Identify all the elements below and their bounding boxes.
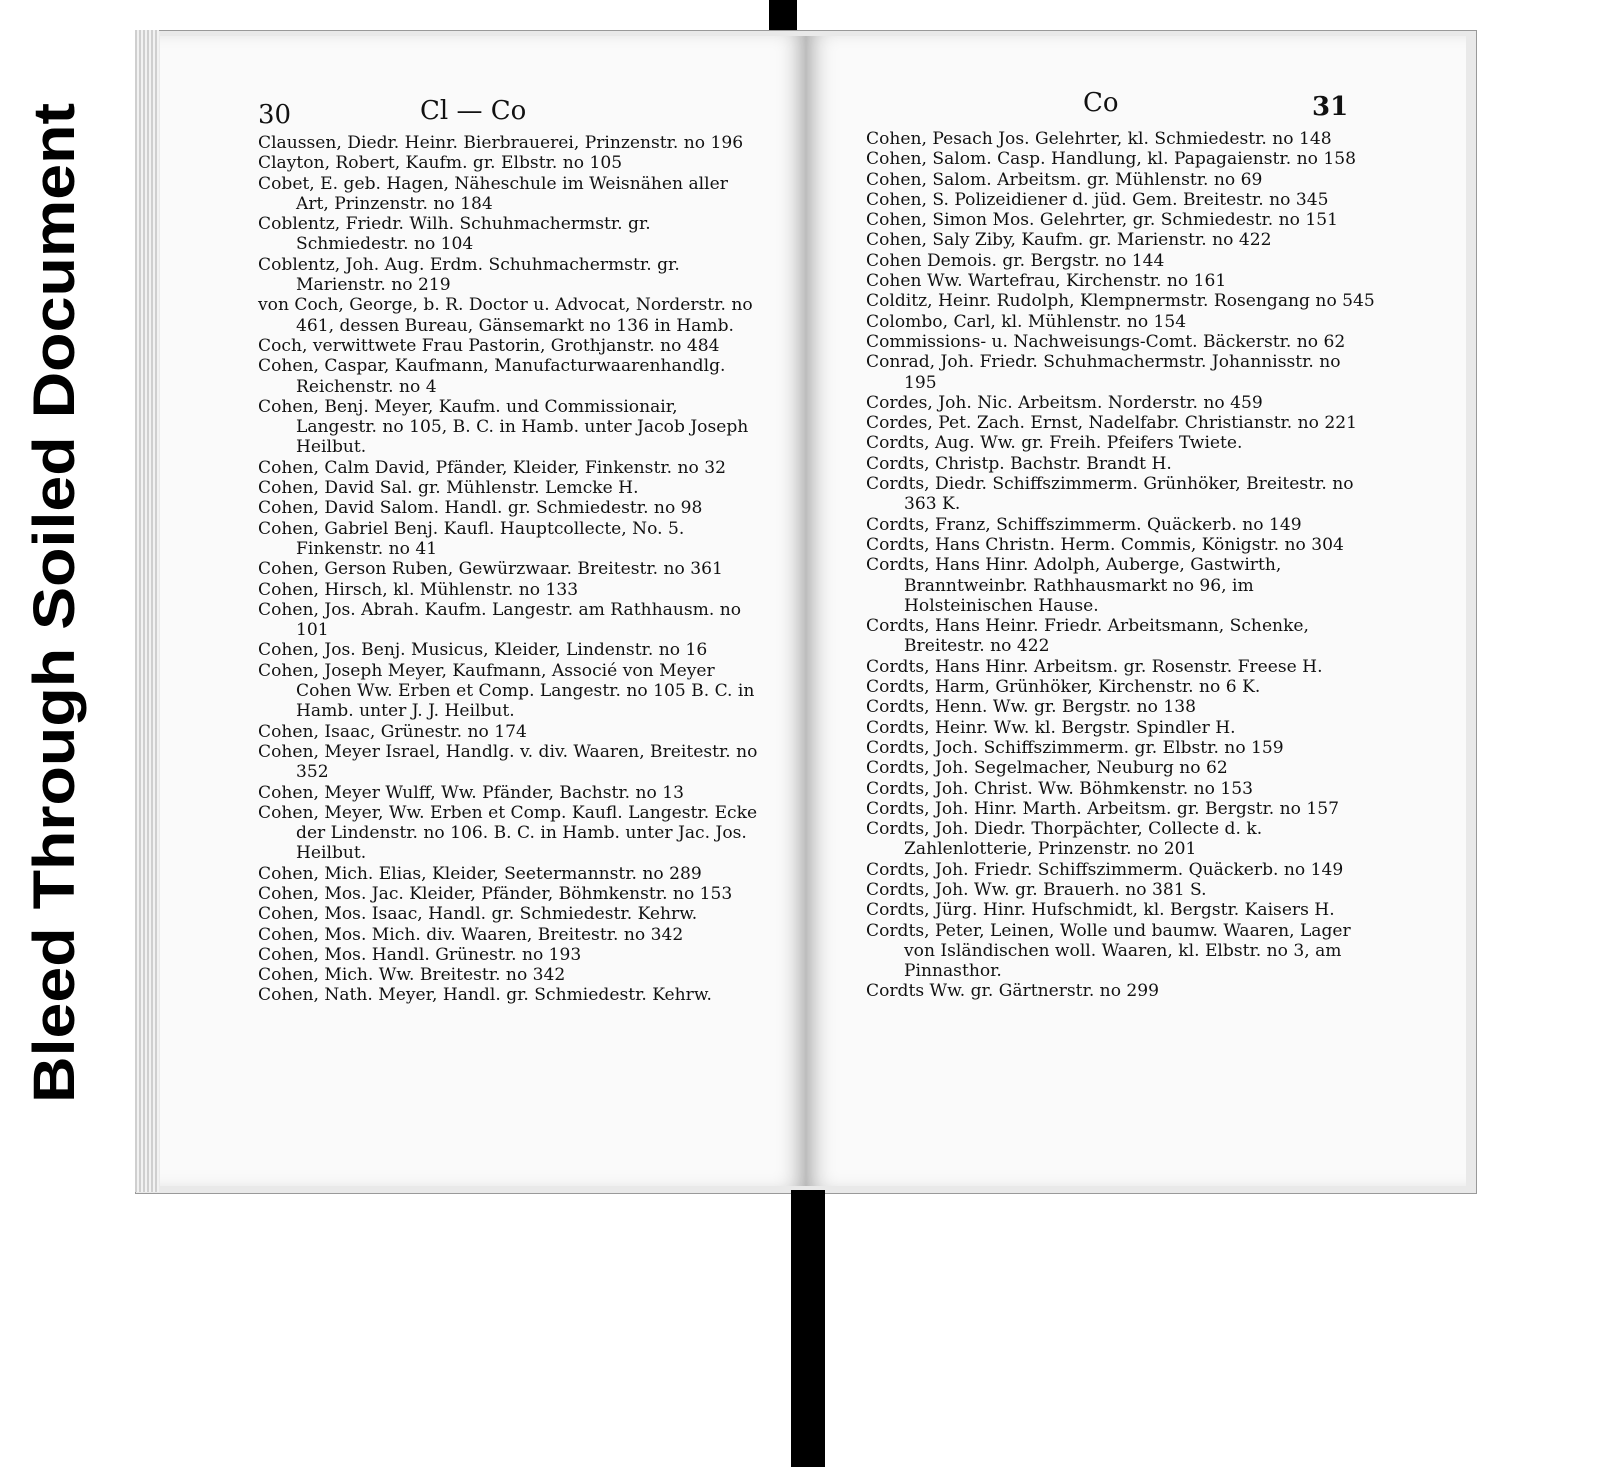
directory-entry: Cohen, Meyer Wulff, Ww. Pfänder, Bachstr. no 13 (258, 782, 685, 803)
directory-entry: Cordts Ww. gr. Gärtnerstr. no 299 (866, 981, 1160, 1002)
directory-entry: Cordes, Pet. Zach. Ernst, Nadelfabr. Christianstr. no 221 (866, 413, 1358, 434)
directory-entry: Cordts, Christp. Bachstr. Brandt H. (866, 453, 1172, 474)
directory-entry: Cordts, Harm, Grünhöker, Kirchenstr. no 6 K. (866, 677, 1261, 698)
directory-entry: Cohen, David Salom. Handl. gr. Schmiedestr. no 98 (258, 498, 703, 519)
directory-entry: Cordts, Heinr. Ww. kl. Bergstr. Spindler H. (866, 717, 1236, 738)
directory-entry: Cohen, Meyer, Ww. Erben et Comp. Kaufl. Langestr. Ecke der Lindenstr. no 106. B. C. in Hamb. unter Jac. Jos. Heilbut. (258, 802, 758, 864)
right-running-head: Co (1083, 88, 1119, 118)
directory-entry: Cordts, Joh. Hinr. Marth. Arbeitsm. gr. Bergstr. no 157 (866, 798, 1339, 819)
directory-entry: Cordts, Joch. Schiffszimmerm. gr. Elbstr. no 159 (866, 737, 1284, 758)
directory-entry: Cohen, Calm David, Pfänder, Kleider, Finkenstr. no 32 (258, 457, 726, 478)
directory-entry: Cordts, Joh. Diedr. Thorpächter, Collecte d. k. Zahlenlotterie, Prinzenstr. no 201 (866, 819, 1263, 860)
directory-entry: Cohen, Mos. Handl. Grünestr. no 193 (258, 944, 582, 965)
directory-entry: Cohen, Mich. Ww. Breitestr. no 342 (258, 965, 566, 986)
directory-entry: Cordts, Peter, Leinen, Wolle und baumw. Waaren, Lager von Isländischen woll. Waaren, kl. Elbstr. no 3, am Pinnasthor. (866, 920, 1351, 982)
directory-entry: Cordts, Joh. Friedr. Schiffszimmerm. Quäckerb. no 149 (866, 859, 1344, 880)
directory-entry: Cohen, Salom. Casp. Handlung, kl. Papagaienstr. no 158 (866, 149, 1356, 170)
directory-entry: Cordts, Franz, Schiffszimmerm. Quäckerb. no 149 (866, 514, 1302, 535)
page-edges (135, 30, 159, 1192)
left-running-head: Cl — Co (420, 96, 527, 126)
directory-entry: Colombo, Carl, kl. Mühlenstr. no 154 (866, 311, 1187, 332)
directory-entry: Coch, verwittwete Frau Pastorin, Grothjanstr. no 484 (258, 335, 720, 356)
directory-entry: Cohen, Benj. Meyer, Kaufm. und Commissionair, Langestr. no 105, B. C. in Hamb. unter Jacob Joseph Heilbut. (258, 396, 749, 458)
directory-entry: Cordts, Jürg. Hinr. Hufschmidt, kl. Bergstr. Kaisers H. (866, 900, 1335, 921)
directory-entry: Cohen, Mich. Elias, Kleider, Seetermannstr. no 289 (258, 863, 702, 884)
directory-entry: Cordts, Aug. Ww. gr. Freih. Pfeifers Twiete. (866, 433, 1243, 454)
directory-entry: Cordts, Hans Hinr. Arbeitsm. gr. Rosenstr. Freese H. (866, 656, 1323, 677)
directory-entry: Cohen, Meyer Israel, Handlg. v. div. Waaren, Breitestr. no 352 (258, 741, 758, 783)
left-entry-list (258, 133, 758, 1006)
right-entry-list (866, 129, 1378, 1002)
directory-entry: Cordts, Hans Heinr. Friedr. Arbeitsmann, Schenke, Breitestr. no 422 (866, 616, 1309, 657)
directory-entry: Cordts, Hans Christn. Herm. Commis, Königstr. no 304 (866, 534, 1344, 555)
bleed-through-stamp (18, 98, 90, 1108)
directory-entry: Commissions- u. Nachweisungs-Comt. Bäckerstr. no 62 (866, 331, 1346, 352)
directory-entry: Cohen, Saly Ziby, Kaufm. gr. Marienstr. no 422 (866, 230, 1272, 251)
right-page-number: 31 (1312, 92, 1349, 122)
directory-entry: Cordts, Henn. Ww. gr. Bergstr. no 138 (866, 697, 1196, 718)
left-page-number: 30 (258, 100, 292, 130)
directory-entry: Cohen, Mos. Mich. div. Waaren, Breitestr. no 342 (258, 924, 684, 945)
directory-entry: Cordts, Joh. Segelmacher, Neuburg no 62 (866, 758, 1228, 779)
directory-entry: Clayton, Robert, Kaufm. gr. Elbstr. no 105 (258, 153, 623, 174)
directory-entry: Cohen, Gabriel Benj. Kaufl. Hauptcollecte, No. 5. Finkenstr. no 41 (258, 518, 685, 559)
directory-entry: von Coch, George, b. R. Doctor u. Advocat, Norderstr. no 461, dessen Bureau, Gänsemarkt no 136 in Hamb. (258, 295, 753, 336)
directory-entry: Coblentz, Friedr. Wilh. Schuhmachermstr. gr. Schmiedestr. no 104 (258, 214, 651, 255)
directory-entry: Cordes, Joh. Nic. Arbeitsm. Norderstr. no 459 (866, 392, 1263, 413)
directory-entry: Coblentz, Joh. Aug. Erdm. Schuhmachermstr. gr. Marienstr. no 219 (258, 254, 680, 296)
stamp-text: Bleed Through Soiled Document (22, 203, 87, 1103)
directory-entry: Colditz, Heinr. Rudolph, Klempnermstr. Rosengang no 545 (866, 291, 1375, 312)
directory-entry: Cohen, Jos. Benj. Musicus, Kleider, Lindenstr. no 16 (258, 640, 708, 661)
directory-entry: Cohen, Caspar, Kaufmann, Manufacturwaarenhandlg. Reichenstr. no 4 (258, 356, 726, 397)
directory-entry: Cohen, Mos. Jac. Kleider, Pfänder, Böhmkenstr. no 153 (258, 883, 733, 904)
directory-entry: Cohen, Jos. Abrah. Kaufm. Langestr. am Rathhausm. no 101 (258, 599, 741, 641)
directory-entry: Cordts, Diedr. Schiffszimmerm. Grünhöker, Breitestr. no 363 K. (866, 474, 1354, 515)
directory-entry: Cordts, Joh. Ww. gr. Brauerh. no 381 S. (866, 879, 1207, 900)
directory-entry: Cohen, David Sal. gr. Mühlenstr. Lemcke H. (258, 478, 639, 499)
directory-entry: Cohen, Nath. Meyer, Handl. gr. Schmiedestr. Kehrw. (258, 985, 712, 1006)
directory-entry: Claussen, Diedr. Heinr. Bierbrauerei, Prinzenstr. no 196 (258, 133, 744, 153)
binding-tape-bottom (791, 1190, 825, 1467)
directory-entry: Cohen, Mos. Isaac, Handl. gr. Schmiedestr. Kehrw. (258, 904, 698, 925)
directory-entry: Cohen, Joseph Meyer, Kaufmann, Associé von Meyer Cohen Ww. Erben et Comp. Langestr. no 105 B. C. in Hamb. unter J. J. Heilbut. (258, 660, 755, 722)
directory-entry: Cohen, Simon Mos. Gelehrter, gr. Schmiedestr. no 151 (866, 210, 1339, 231)
directory-entry: Cordts, Hans Hinr. Adolph, Auberge, Gastwirth, Branntweinbr. Rathhausmarkt no 96, im Holsteinischen Hause. (866, 555, 1282, 616)
directory-entry: Cordts, Joh. Christ. Ww. Böhmkenstr. no 153 (866, 778, 1254, 799)
directory-entry: Conrad, Joh. Friedr. Schuhmachermstr. Johannisstr. no 195 (866, 352, 1341, 393)
directory-entry: Cohen, Hirsch, kl. Mühlenstr. no 133 (258, 579, 579, 600)
directory-entry: Cohen, Salom. Arbeitsm. gr. Mühlenstr. no 69 (866, 169, 1263, 190)
directory-entry: Cohen Demois. gr. Bergstr. no 144 (866, 250, 1165, 271)
directory-entry: Cohen, Pesach Jos. Gelehrter, kl. Schmiedestr. no 148 (866, 129, 1332, 149)
directory-entry: Cohen, S. Polizeidiener d. jüd. Gem. Breitestr. no 345 (866, 189, 1329, 210)
directory-entry: Cobet, E. geb. Hagen, Näheschule im Weisnähen aller Art, Prinzenstr. no 184 (258, 173, 728, 214)
directory-entry: Cohen Ww. Wartefrau, Kirchenstr. no 161 (866, 271, 1227, 292)
directory-entry: Cohen, Gerson Ruben, Gewürzwaar. Breitestr. no 361 (258, 559, 723, 580)
directory-entry: Cohen, Isaac, Grünestr. no 174 (258, 721, 527, 742)
